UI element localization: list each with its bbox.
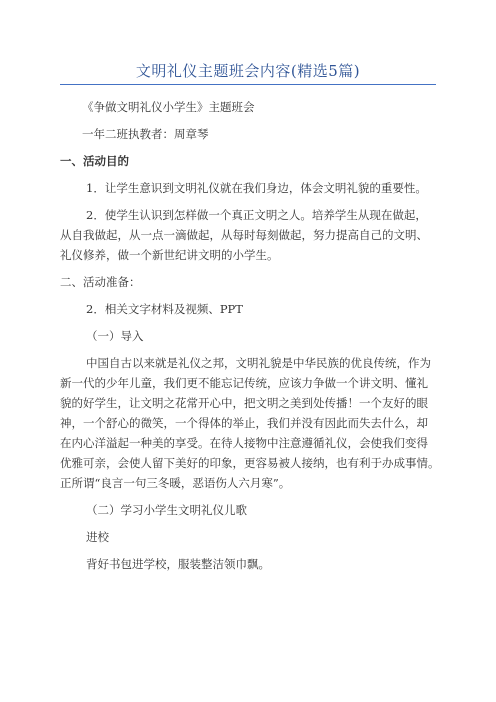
paragraph-line: 2．相关文字材料及视频、PPT (86, 302, 243, 316)
teacher-line: 一年二班执教者：周章琴 (82, 127, 209, 141)
rhyme-line: 背好书包进学校，服装整洁领巾飘。 (86, 557, 270, 571)
meeting-title: 《争做文明礼仪小学生》主题班会 (82, 100, 255, 114)
paragraph-line: 礼仪修养，做一个新世纪讲文明的小学生。 (60, 248, 279, 262)
paragraph-line: 2．使学生认识到怎样做一个真正文明之人。培养学生从现在做起， (86, 208, 427, 222)
title-underline (60, 84, 436, 85)
section-heading-preparation: 二、活动准备： (60, 275, 141, 289)
paragraph-line: 在内心洋溢起一种美的享受。在待人接物中注意遵循礼仪，会使我们变得 (60, 436, 428, 450)
paragraph-line: 1．让学生意识到文明礼仪就在我们身边，体会文明礼貌的重要性。 (86, 181, 427, 195)
subheading-rhyme: （二）学习小学生文明礼仪儿歌 (86, 503, 247, 517)
paragraph-line: 中国自古以来就是礼仪之邦，文明礼貌是中华民族的优良传统，作为 (86, 356, 431, 370)
paragraph-line: 貌的好学生，让文明之花常开心中，把文明之美到处传播！一个友好的眼 (60, 396, 428, 410)
document-title: 文明礼仪主题班会内容(精选5篇) (135, 62, 361, 80)
section-heading-purpose: 一、活动目的 (60, 154, 129, 168)
paragraph-line: 从自我做起，从一点一滴做起，从每时每刻做起，努力提高自己的文明、 (60, 228, 428, 242)
paragraph-line: 正所谓“良言一句三冬暖，恶语伤人六月寒”。 (60, 476, 291, 490)
subheading-intro: （一）导入 (86, 329, 144, 343)
rhyme-title: 进校 (86, 530, 109, 544)
paragraph-line: 神，一个舒心的微笑，一个得体的举止，我们并没有因此而失去什么，却 (60, 416, 428, 430)
paragraph-line: 优雅可亲，会使人留下美好的印象，更容易被人接纳，也有利于办成事情。 (60, 456, 440, 470)
paragraph-line: 新一代的少年儿童，我们更不能忘记传统，应该力争做一个讲文明、懂礼 (60, 376, 428, 390)
